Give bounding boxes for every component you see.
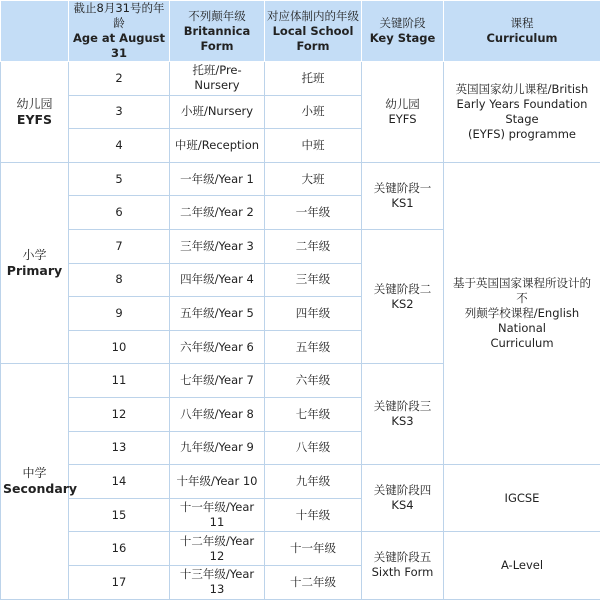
header-key-stage	[362, 1, 444, 62]
curriculum-cell	[444, 465, 600, 532]
age-cell: 5	[69, 162, 170, 196]
curriculum-line: 基于英国国家课程所设计的不	[453, 275, 591, 305]
header-stage	[1, 1, 69, 62]
local-form-cell: 三年级	[265, 263, 362, 297]
table-row	[1, 465, 600, 499]
header-en: Key Stage	[369, 31, 436, 45]
local-form-cell: 五年级	[265, 330, 362, 364]
stage-en: Primary	[6, 263, 63, 279]
age-cell: 17	[69, 565, 170, 599]
britannica-form-cell: 中班/Reception	[170, 129, 265, 163]
britannica-form-cell: 四年级/Year 4	[170, 263, 265, 297]
stage-zh: 小学	[22, 248, 47, 263]
stage-en: EYFS	[16, 111, 53, 127]
header-curriculum	[444, 1, 600, 62]
age-cell: 10	[69, 330, 170, 364]
key-stage-en: KS2	[391, 296, 414, 311]
curriculum-cell	[444, 162, 600, 464]
table-row	[1, 532, 600, 566]
local-form-cell: 十二年级	[265, 565, 362, 599]
key-stage-cell	[362, 162, 444, 229]
age-cell: 11	[69, 364, 170, 398]
local-form-cell: 九年级	[265, 465, 362, 499]
table-row	[1, 62, 600, 96]
key-stage-cell	[362, 229, 444, 363]
age-cell: 12	[69, 397, 170, 431]
age-cell: 3	[69, 95, 170, 129]
table-row	[1, 162, 600, 196]
local-form-cell: 小班	[265, 95, 362, 129]
age-cell: 6	[69, 196, 170, 230]
britannica-form-cell: 二年级/Year 2	[170, 196, 265, 230]
local-form-cell: 二年级	[265, 229, 362, 263]
header-zh: 课程	[510, 16, 534, 30]
britannica-form-cell: 八年级/Year 8	[170, 397, 265, 431]
stage-en: Secondary	[3, 481, 78, 497]
britannica-form-cell: 七年级/Year 7	[170, 364, 265, 398]
curriculum-line: 列颠学校课程/English National	[464, 305, 580, 335]
stage-zh: 幼儿园	[16, 96, 53, 111]
header-age	[69, 1, 170, 62]
local-form-cell: 六年级	[265, 364, 362, 398]
curriculum-line: IGCSE	[504, 490, 540, 505]
local-form-cell: 十一年级	[265, 532, 362, 566]
header-en: Local School Form	[272, 23, 354, 53]
key-stage-en: KS1	[391, 195, 414, 210]
age-cell: 9	[69, 297, 170, 331]
header-zh: 对应体制内的年级	[267, 8, 359, 23]
age-cell: 15	[69, 498, 170, 532]
key-stage-cell	[362, 465, 444, 532]
key-stage-zh: 关键阶段三	[373, 399, 432, 414]
local-form-cell: 十年级	[265, 498, 362, 532]
key-stage-en: KS4	[391, 498, 414, 513]
curriculum-line: Curriculum	[490, 335, 554, 350]
local-form-cell: 托班	[265, 62, 362, 96]
key-stage-zh: 关键阶段五	[373, 550, 432, 565]
local-form-cell: 八年级	[265, 431, 362, 465]
britannica-form-cell: 五年级/Year 5	[170, 297, 265, 331]
stage-cell-primary	[1, 162, 69, 364]
age-cell: 7	[69, 229, 170, 263]
header-en: Britannica Form	[183, 23, 251, 53]
header-local-form	[265, 1, 362, 62]
britannica-form-cell: 十年级/Year 10	[170, 465, 265, 499]
curriculum-line: (EYFS) programme	[468, 126, 576, 141]
britannica-form-cell: 九年级/Year 9	[170, 431, 265, 465]
key-stage-cell	[362, 62, 444, 163]
britannica-form-cell: 托班/Pre-Nursery	[170, 62, 265, 96]
header-row	[1, 1, 600, 62]
age-cell: 2	[69, 62, 170, 96]
curriculum-cell	[444, 532, 600, 599]
local-form-cell: 大班	[265, 162, 362, 196]
britannica-form-cell: 三年级/Year 3	[170, 229, 265, 263]
britannica-form-cell: 十一年级/Year 11	[170, 498, 265, 532]
key-stage-zh: 幼儿园	[385, 96, 420, 111]
britannica-form-cell: 六年级/Year 6	[170, 330, 265, 364]
stage-zh: 中学	[22, 466, 47, 481]
age-cell: 4	[69, 129, 170, 163]
britannica-form-cell: 十三年级/Year 13	[170, 565, 265, 599]
key-stage-en: KS3	[391, 414, 414, 429]
key-stage-zh: 关键阶段一	[373, 180, 432, 195]
key-stage-cell	[362, 532, 444, 599]
age-cell: 13	[69, 431, 170, 465]
header-en: Age at August 31	[72, 31, 166, 60]
header-zh: 截止8月31号的年龄	[73, 1, 165, 30]
header-britannica-form	[170, 1, 265, 62]
local-form-cell: 七年级	[265, 397, 362, 431]
local-form-cell: 一年级	[265, 196, 362, 230]
key-stage-en: EYFS	[388, 111, 417, 126]
britannica-form-cell: 小班/Nursery	[170, 95, 265, 129]
curriculum-line: 英国国家幼儿课程/British	[455, 81, 589, 96]
curriculum-line: Early Years Foundation Stage	[456, 96, 588, 126]
key-stage-zh: 关键阶段二	[373, 281, 432, 296]
local-form-cell: 中班	[265, 129, 362, 163]
curriculum-cell	[444, 62, 600, 163]
key-stage-cell	[362, 364, 444, 465]
key-stage-en: Sixth Form	[371, 565, 434, 580]
age-cell: 8	[69, 263, 170, 297]
stage-cell-secondary	[1, 364, 78, 599]
britannica-form-cell: 十二年级/Year 12	[170, 532, 265, 566]
curriculum-line: A-Level	[500, 557, 544, 572]
age-cell: 16	[69, 532, 170, 566]
header-zh: 关键阶段	[379, 16, 426, 30]
key-stage-zh: 关键阶段四	[373, 483, 432, 498]
header-zh: 不列颠年级	[188, 8, 246, 23]
header-en: Curriculum	[486, 31, 558, 45]
age-cell: 14	[69, 465, 170, 499]
local-form-cell: 四年级	[265, 297, 362, 331]
britannica-form-cell: 一年级/Year 1	[170, 162, 265, 196]
stage-cell-eyfs	[1, 62, 69, 163]
